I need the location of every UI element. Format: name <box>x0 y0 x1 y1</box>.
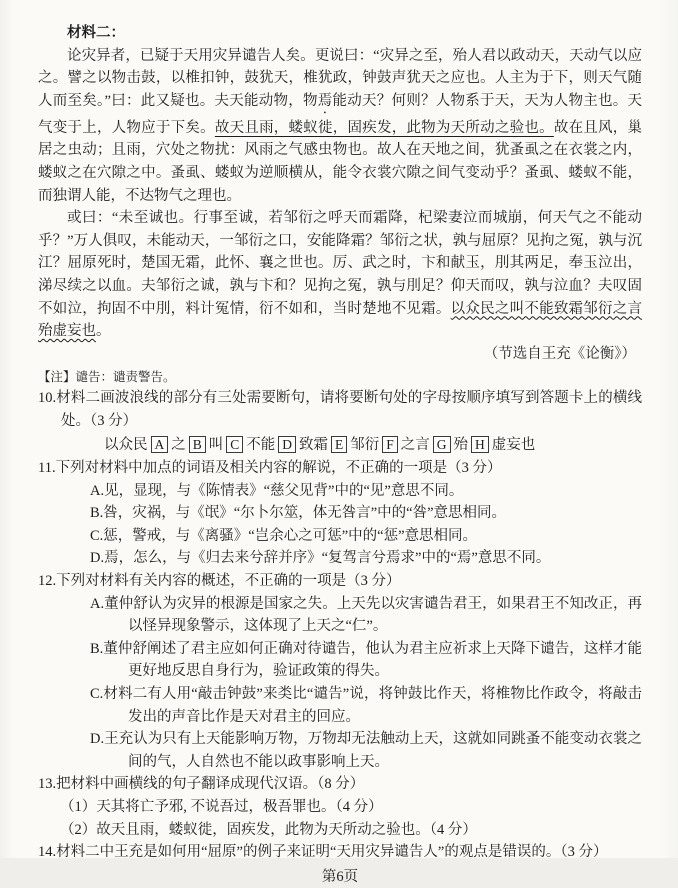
question-14-number: 14. <box>38 844 57 861</box>
answer-letter-box: B <box>189 436 206 453</box>
material-paragraph-2 <box>38 207 642 343</box>
text-segment: 之 <box>171 436 186 453</box>
question-13-number: 13. <box>38 776 57 793</box>
text-segment: 故在且风，巢居之虫动；且雨，穴处之物扰：风雨之气感虫物也。故人在天地之间，犹蚤虱之在衣裳之内，蝼蚁之在穴隙之中。蚤虱、蝼蚁为逆顺横从，能令衣裳穴隙之间气变动乎？蚤虱、蝼蚁不能，而独谓人能，不达物气之理也。 <box>38 119 643 204</box>
text-segment: 。 <box>96 323 111 340</box>
question-11-number: 11. <box>38 460 56 477</box>
answer-letter-box: D <box>278 436 296 453</box>
page-number: 第6页 <box>321 868 359 885</box>
text-segment: 以众民 <box>104 436 148 453</box>
text-segment: 或曰：“未至诚也。行事至诚，若邹衍之呼天而霜降，杞梁妻泣而城崩，何天气之不能动乎？”万人俱叹，未能动天，一邹衍之口，安能降霜？邹衍之状，孰与屈原？见拘之冤，孰与沉江？屈原死时，楚国无霜，此怀、襄之世也。厉、武之时，卞和献玉，刖其两足，奉玉泣出，涕尽续之以血。夫邹衍之诚，孰与卞和？见拘之冤，孰与刖足？仰天而叹，孰与泣血？夫叹固不如泣，拘固不中刖，料计冤情，衍不如和，当时楚地不见霜。 <box>38 210 642 317</box>
question-11-option: C.惩，警戒，与《离骚》“岂余心之可惩”中的“惩”意思相同。 <box>90 527 478 544</box>
question-11-text: 下列对材料中加点的词语及相关内容的解说，不正确的一项是（3 分） <box>55 460 502 477</box>
text-segment: 殆 <box>453 436 469 453</box>
footnote: 【注】谴告：谴责警告。 <box>38 370 176 385</box>
question-12-option: A.董仲舒认为灾异的根源是国家之失。上天先以灾害谴告君王，如果君王不知改正，再以怪异现象警示，这体现了上天之“仁”。 <box>90 595 642 635</box>
text-segment: 致霜 <box>299 436 329 453</box>
question-13-text: 把材料中画横线的句子翻译成现代汉语。（8 分） <box>56 776 365 793</box>
question-12-option: C.材料二有人用“敲击钟鼓”来类比“谴告”说，将钟鼓比作天，将椎物比作政令，将敲击发出的声音比作是天对君主的回应。 <box>90 686 642 725</box>
text-segment: 能动天？何则？人物系于天，天为人物主也。天气变于上，人物应于下矣。 <box>38 92 643 136</box>
text-segment: 之言 <box>400 436 430 453</box>
question-12-text: 下列对材料有关内容的概述，不正确的一项是（3 分） <box>56 573 401 590</box>
question-11-option: A.见，显现，与《陈情表》“慈父见背”中的“见”意思不同。 <box>90 482 464 499</box>
question-14 <box>38 841 642 864</box>
question-13-translation-item: （1）天其将亡予邪, 不说吾过，极吾罪也。（4 分） <box>60 799 383 815</box>
question-11-option: B.咎，灾祸，与《氓》“尔卜尔筮，体无咎言”中的“咎”意思相同。 <box>90 505 507 522</box>
question-10-text: 材料二画波浪线的部分有三处需要断句，请将要断句处的字母按顺序填写到答题卡上的横线处。（3 分） <box>56 390 642 429</box>
question-10-number: 10. <box>38 390 57 407</box>
answer-letter-box: F <box>382 436 398 453</box>
text-segment: 论灾异者，已疑于天用灾异谴告人矣。更说曰：“灾异之至，殆人君以政动天，天动气以应之。譬之以物击鼓，以椎扣钟，鼓犹天，椎犹政，钟鼓声犹天之应也。人主为于下，则天气随人而至矣。”曰：此又疑也。夫天能动物，物 <box>38 47 642 109</box>
text-segment: 虚妄也 <box>491 436 536 453</box>
question-12-number: 12. <box>38 573 57 590</box>
text-segment: 不能 <box>246 436 276 453</box>
source-attribution: （节选自王充《论衡》） <box>483 345 636 362</box>
text-segment: 叫 <box>208 436 224 453</box>
answer-letter-box: C <box>226 436 243 453</box>
answer-letter-box: E <box>331 436 347 453</box>
material-paragraph-1 <box>38 45 642 208</box>
question-12-option: D.王充认为只有上天能影响万物，万物却无法触动上天，这就如同跳蚤不能变动衣裳之间的气，人自然也不能以政事影响上天。 <box>90 731 642 770</box>
question-10 <box>38 387 642 432</box>
text-segment: 以众民之叫不能致霜邹衍之言殆虚妄也 <box>38 300 643 340</box>
question-12-options <box>38 593 642 774</box>
question-12 <box>38 570 642 593</box>
question-10-answer-line <box>104 434 642 457</box>
answer-letter-box: A <box>151 436 169 453</box>
question-11 <box>38 457 642 480</box>
text-segment: 故天且雨，蝼蚁徙，固疾发，此物为天所动之验也。 <box>214 119 554 136</box>
answer-letter-box: H <box>471 436 489 453</box>
question-13 <box>38 773 642 796</box>
text-segment: 焉 <box>317 92 333 109</box>
question-13-subitems <box>38 796 642 841</box>
question-14-text: 材料二中王充是如何用“屈原”的例子来证明“天用灾异谴告人”的观点是错误的。（3 分） <box>56 844 608 861</box>
question-12-option: B.董仲舒阐述了君主应如何正确对待谴告，他认为君主应祈求上天降下谴告，这样才能更好地反思自身行为，验证政策的得失。 <box>90 640 642 680</box>
question-11-options <box>38 480 642 570</box>
text-segment: 邹衍 <box>350 436 380 453</box>
question-13-translation-item: （2）故天且雨，蝼蚁徙，固疾发，此物为天所动之验也。（4 分） <box>60 821 477 838</box>
question-11-option: D.焉，怎么，与《归去来兮辞并序》“复驾言兮焉求”中的“焉”意思不同。 <box>90 550 551 567</box>
material-heading: 材料二： <box>67 25 125 41</box>
answer-letter-box: G <box>433 436 451 453</box>
